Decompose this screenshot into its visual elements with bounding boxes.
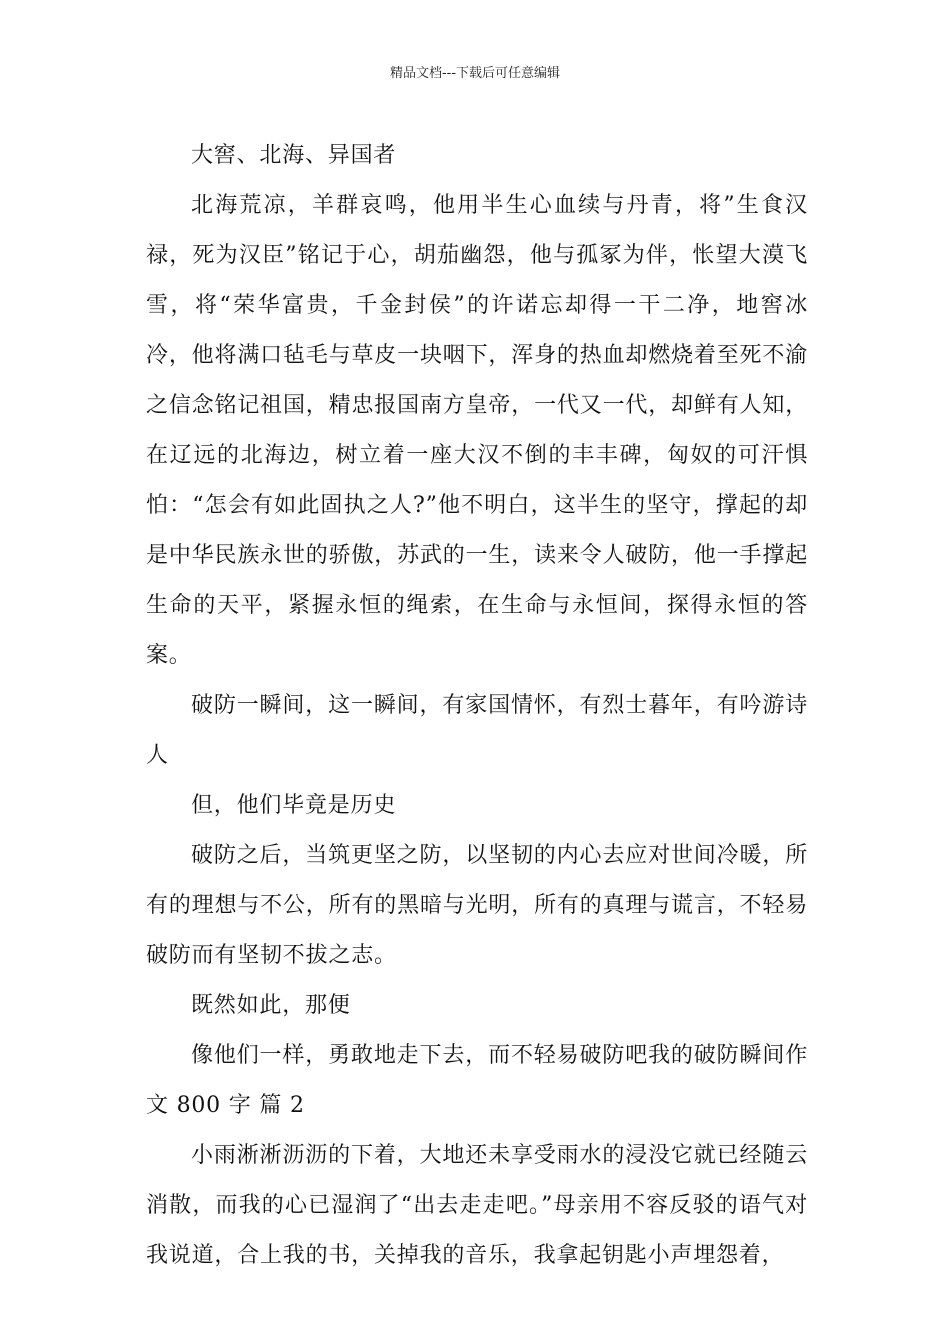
paragraph: 破防一瞬间，这一瞬间，有家国情怀，有烈士暮年，有吟游诗人 <box>146 693 808 768</box>
paragraph: 既然如此，那便 <box>191 993 351 1018</box>
paragraph: 但，他们毕竟是历史 <box>191 793 397 818</box>
paragraph: 北海荒凉，羊群哀鸣，他用半生心血续与丹青，将”生食汉禄，死为汉臣”铭记于心，胡茄幽怨，他与孤冢为伴，怅望大漠飞雪，将“荣华富贵，千金封侯”的许诺忘却得一干二净，地窖冰冷，他将满口毡毛与草皮一块咽下，浑身的热血却燃烧着至死不渝之信念铭记祖国，精忠报国南方皇帝，一代又一代，却鲜有人知，在辽远的北海边，树立着一座大汉不倒的丰丰碑，匈奴的可汗惧怕：“怎会有如此固执之人?”他不明白，这半生的坚守，撑起的却是中华民族永世的骄傲，苏武的一生，读来令人破防，他一手撑起生命的天平，紧握永恒的绳索，在生命与永恒间，探得永恒的答案。 <box>146 193 808 668</box>
page-header: 精品文档---下载后可任意编辑 <box>389 66 561 81</box>
paragraph: 像他们一样，勇敢地走下去，而不轻易破防吧我的破防瞬间作文 800 字 篇 2 <box>146 1043 808 1118</box>
paragraph: 破防之后，当筑更坚之防，以坚韧的内心去应对世间冷暖，所有的理想与不公，所有的黑暗与光明，所有的真理与谎言，不轻易破防而有坚韧不拔之志。 <box>146 843 808 968</box>
document-body <box>146 131 808 1281</box>
paragraph: 小雨淅淅沥沥的下着，大地还未享受雨水的浸没它就已经随云消散，而我的心已湿润了“出去走走吧。”母亲用不容反驳的语气对我说道，合上我的书，关掉我的音乐，我拿起钥匙小声埋怨着， <box>146 1143 808 1268</box>
paragraph: 大窖、北海、异国者 <box>191 143 397 168</box>
